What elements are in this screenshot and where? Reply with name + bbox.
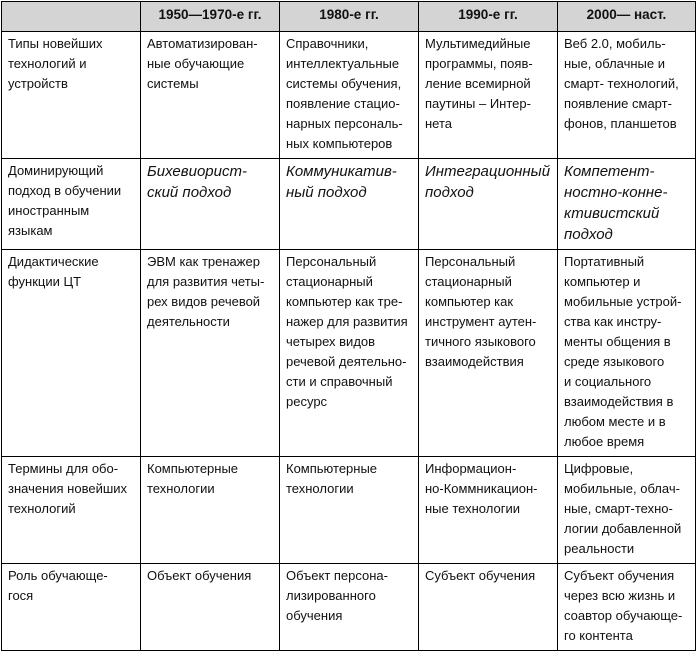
- table-cell: Коммуникатив- ный подход: [280, 159, 419, 250]
- table-cell: Мультимедийные программы, появ- ление всемирной паутины – Интер- нета: [419, 32, 558, 159]
- table-cell: Веб 2.0, мобиль- ные, облачные и смарт- технологий, появление смарт- фонов, планшетов: [558, 32, 696, 159]
- table-cell: ЭВМ как тренажер для развития четы- рех видов речевой деятельности: [141, 250, 280, 457]
- row-label: Дидактические функции ЦТ: [2, 250, 141, 457]
- header-cell-empty: [2, 2, 141, 32]
- table-cell: Компьютерные технологии: [280, 457, 419, 564]
- table-row: [2, 250, 696, 457]
- table-cell: Автоматизирован- ные обучающие системы: [141, 32, 280, 159]
- table-cell: Справочники, интеллектуальные системы обучения, появление стацио- нарных персональ- ных компьютеров: [280, 32, 419, 159]
- header-cell-period-2000: 2000— наст.: [558, 2, 696, 32]
- table-cell: Информацион- но-Коммникацион- ные технологии: [419, 457, 558, 564]
- table-cell: Персональный стационарный компьютер как тре- нажер для развития четырех видов речевой деятельно- сти и справочный ресурс: [280, 250, 419, 457]
- table-cell: Субъект обучения через всю жизнь и соавтор обучающе- го контента: [558, 564, 696, 651]
- table-cell: Персональный стационарный компьютер как инструмент аутен- тичного языкового взаимодействия: [419, 250, 558, 457]
- table-row: [2, 159, 696, 250]
- table-cell: Портативный компьютер и мобильные устрой- ства как инстру- менты общения в среде языкового и социального взаимодействия в любом месте и в любое время: [558, 250, 696, 457]
- header-row: [2, 2, 696, 32]
- table-cell: Объект персона- лизированного обучения: [280, 564, 419, 651]
- table-cell: Интеграционный подход: [419, 159, 558, 250]
- technology-evolution-table: [1, 1, 696, 651]
- table-row: [2, 32, 696, 159]
- table-cell: Субъект обучения: [419, 564, 558, 651]
- table-row: [2, 564, 696, 651]
- row-label: Роль обучающе- гося: [2, 564, 141, 651]
- table-cell: Компетент- ностно-конне- ктивистский подход: [558, 159, 696, 250]
- header-cell-period-1950-1970: 1950—1970-е гг.: [141, 2, 280, 32]
- table-cell: Цифровые, мобильные, облач- ные, смарт-техно- логии добавленной реальности: [558, 457, 696, 564]
- table-cell: Бихевиорист- ский подход: [141, 159, 280, 250]
- header-cell-period-1980: 1980-е гг.: [280, 2, 419, 32]
- table-cell: Объект обучения: [141, 564, 280, 651]
- table-cell: Компьютерные технологии: [141, 457, 280, 564]
- row-label: Термины для обо- значения новейших технологий: [2, 457, 141, 564]
- row-label: Доминирующий подход в обучении иностранным языкам: [2, 159, 141, 250]
- row-label: Типы новейших технологий и устройств: [2, 32, 141, 159]
- header-cell-period-1990: 1990-е гг.: [419, 2, 558, 32]
- table-row: [2, 457, 696, 564]
